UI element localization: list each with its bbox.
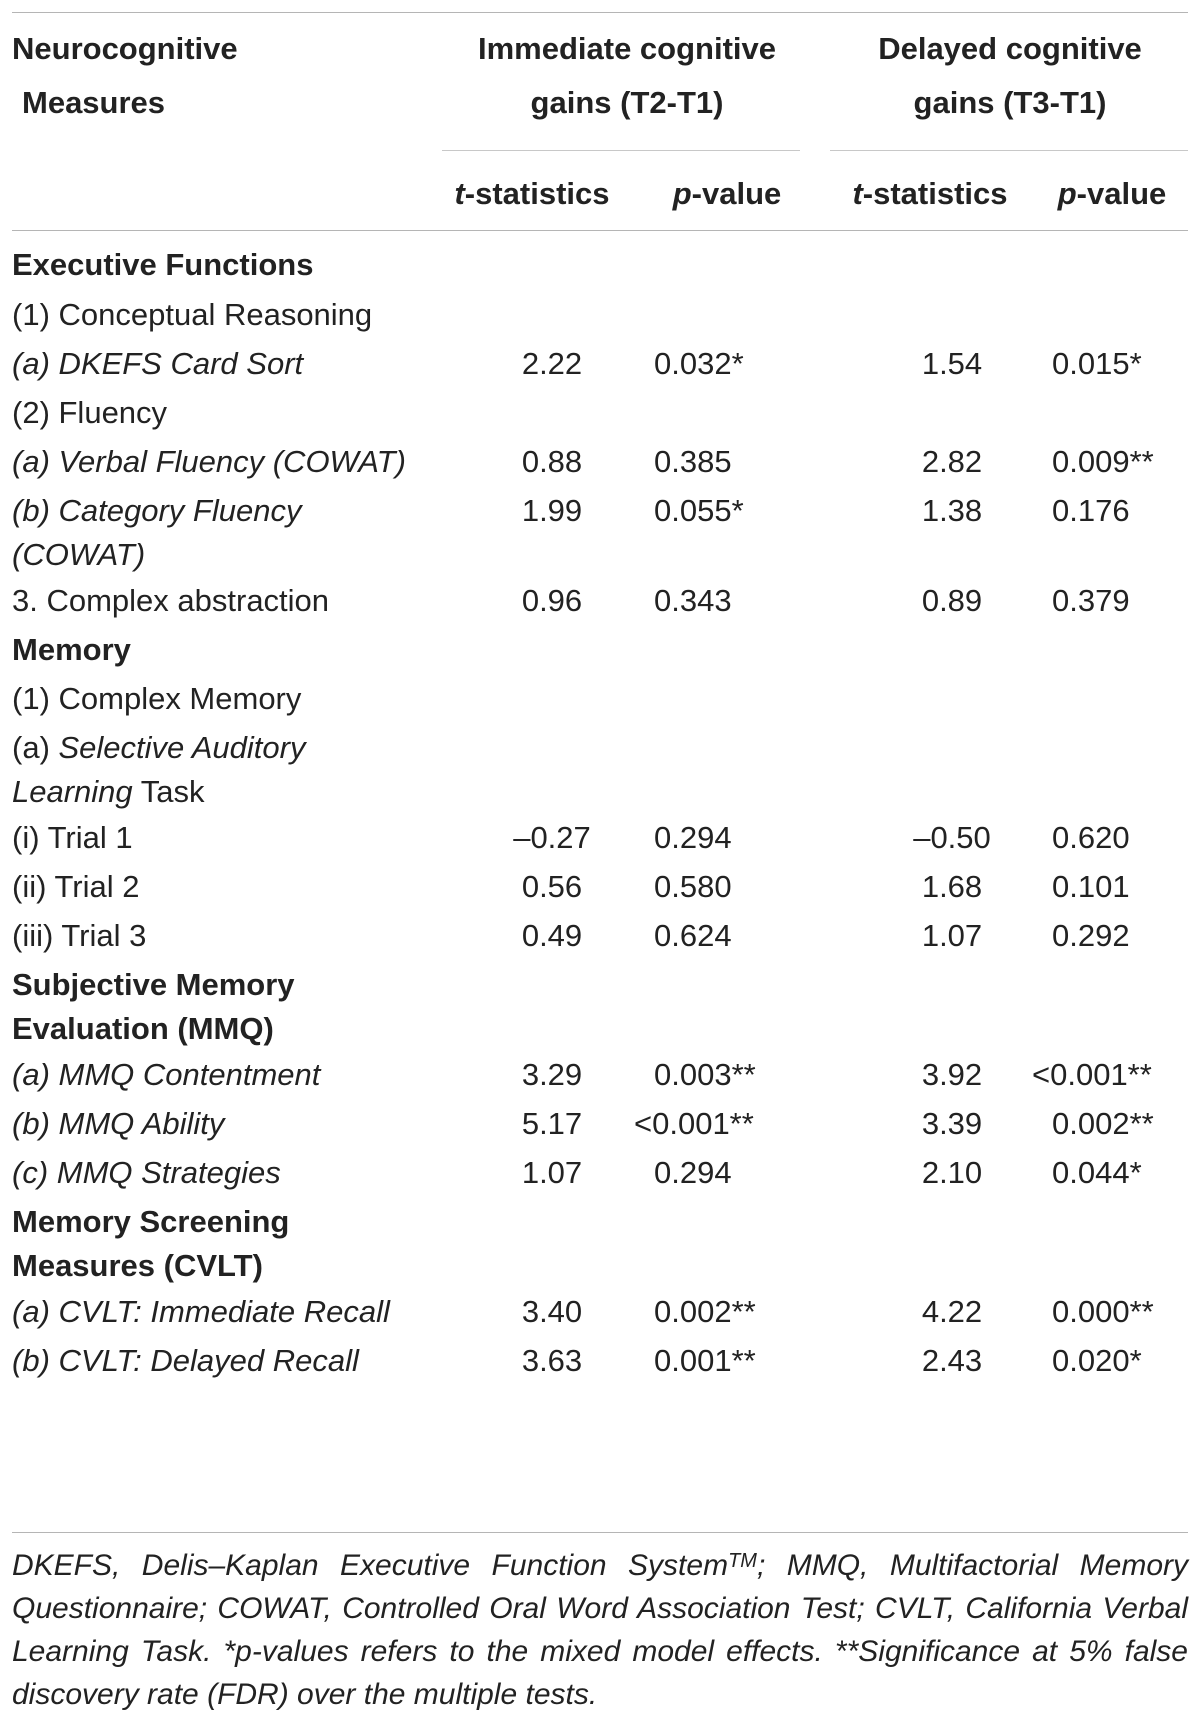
- p-value-immediate: 0.624: [654, 918, 732, 953]
- table-row: [12, 1097, 1188, 1151]
- header-immediate-gains: Immediate cognitive gains (T2-T1): [477, 31, 777, 120]
- p-value-immediate: 0.580: [654, 869, 732, 904]
- t-stat-delayed: 2.43: [921, 1343, 983, 1378]
- table-row: [12, 1334, 1188, 1388]
- p-value-delayed: 0.379: [1052, 583, 1130, 618]
- table-row: [12, 238, 1188, 292]
- row-label: (a) DKEFS Card Sort: [12, 346, 304, 381]
- group1-underline: [442, 150, 800, 151]
- row-label: (i) Trial 1: [12, 820, 133, 855]
- table-row: [12, 623, 1188, 677]
- p-value-delayed: 0.015*: [1052, 346, 1142, 381]
- table-row: [12, 721, 1188, 819]
- row-label: Memory Screening Measures (CVLT): [12, 1204, 290, 1283]
- p-value-immediate: 0.002**: [654, 1294, 756, 1329]
- t-stat-delayed: 0.89: [921, 583, 983, 618]
- trademark-superscript: TM: [728, 1550, 757, 1572]
- row-label: (a) Verbal Fluency (COWAT): [12, 444, 406, 479]
- p-value-delayed: 0.620: [1052, 820, 1130, 855]
- header-t-statistics-2: t-statistics: [852, 176, 1008, 211]
- t-stat-immediate: 1.99: [521, 493, 583, 528]
- t-stat-delayed: 1.68: [921, 869, 983, 904]
- table-row: [12, 860, 1188, 914]
- table-row: [12, 435, 1188, 489]
- t-stat-delayed: –0.50: [913, 820, 991, 855]
- row-label: Memory: [12, 632, 131, 667]
- p-value-immediate: 0.032*: [654, 346, 744, 381]
- row-label: (b) CVLT: Delayed Recall: [12, 1343, 359, 1378]
- t-stat-immediate: 3.63: [521, 1343, 583, 1378]
- p-value-delayed: 0.101: [1052, 869, 1130, 904]
- header-neurocognitive-measures: Neurocognitive Measures: [12, 31, 238, 120]
- header-bottom-rule: [12, 230, 1188, 231]
- table-row: [12, 288, 1188, 342]
- row-label: (c) MMQ Strategies: [12, 1155, 281, 1190]
- header-p-value-2: p-value: [1057, 176, 1167, 211]
- p-value-delayed: 0.044*: [1052, 1155, 1142, 1190]
- table-row: [12, 386, 1188, 440]
- row-label: 3. Complex abstraction: [12, 583, 330, 618]
- table-row: [12, 1146, 1188, 1200]
- t-stat-immediate: 0.49: [521, 918, 583, 953]
- table-row: [12, 337, 1188, 391]
- table-footnote: DKEFS, Delis–Kaplan Executive Function System™; MMQ, Multifactorial Memory Questionnaire; COWAT, Controlled Oral Word Association Test; CVLT, California Verbal Learning Task. *p-values refers to the mixed model effects. **Significance at 5% false discovery rate (FDR) over the multiple tests.: [12, 1549, 1188, 1711]
- table-row: [12, 484, 1188, 582]
- table-row: [12, 574, 1188, 628]
- t-stat-delayed: 2.10: [921, 1155, 983, 1190]
- t-stat-immediate: 2.22: [521, 346, 583, 381]
- t-stat-delayed: 3.92: [921, 1057, 983, 1092]
- row-label: (1) Conceptual Reasoning: [12, 297, 373, 332]
- p-value-delayed: 0.000**: [1052, 1294, 1154, 1329]
- header-p-value-1: p-value: [672, 176, 782, 211]
- row-label: (b) MMQ Ability: [12, 1106, 225, 1141]
- t-stat-immediate: 0.56: [521, 869, 583, 904]
- table-row: [12, 1285, 1188, 1339]
- p-value-delayed: 0.009**: [1052, 444, 1154, 479]
- p-value-delayed: 0.002**: [1052, 1106, 1154, 1141]
- t-stat-immediate: 3.40: [521, 1294, 583, 1329]
- p-value-delayed: 0.176: [1052, 493, 1130, 528]
- table-row: [12, 958, 1188, 1056]
- row-label: (a) CVLT: Immediate Recall: [12, 1294, 390, 1329]
- row-label: (2) Fluency: [12, 395, 168, 430]
- bottom-rule: [12, 1532, 1188, 1533]
- group2-underline: [830, 150, 1188, 151]
- table-row: [12, 811, 1188, 865]
- row-label: Executive Functions: [12, 247, 314, 282]
- t-stat-delayed: 2.82: [921, 444, 983, 479]
- p-value-delayed: 0.292: [1052, 918, 1130, 953]
- p-value-immediate: 0.003**: [654, 1057, 756, 1092]
- t-stat-delayed: 1.38: [921, 493, 983, 528]
- p-value-immediate: 0.055*: [654, 493, 744, 528]
- t-stat-delayed: 1.54: [921, 346, 983, 381]
- row-label: (1) Complex Memory: [12, 681, 302, 716]
- row-label: (b) Category Fluency (COWAT): [12, 493, 302, 572]
- t-stat-immediate: 1.07: [521, 1155, 583, 1190]
- header-t-statistics-1: t-statistics: [454, 176, 610, 211]
- row-label: (ii) Trial 2: [12, 869, 140, 904]
- row-label: (iii) Trial 3: [12, 918, 147, 953]
- p-value-delayed: <0.001**: [1032, 1057, 1152, 1092]
- p-value-immediate: 0.294: [654, 820, 732, 855]
- p-value-immediate: 0.294: [654, 1155, 732, 1190]
- row-label: (a) Selective Auditory Learning Task: [12, 730, 306, 809]
- p-value-immediate: <0.001**: [634, 1106, 754, 1141]
- row-label: Subjective Memory Evaluation (MMQ): [12, 967, 295, 1046]
- t-stat-delayed: 3.39: [921, 1106, 983, 1141]
- table-row: [12, 909, 1188, 963]
- table-row: [12, 1048, 1188, 1102]
- table-row: [12, 672, 1188, 726]
- header-delayed-gains: Delayed cognitive gains (T3-T1): [878, 31, 1142, 120]
- t-stat-immediate: 0.88: [521, 444, 583, 479]
- p-value-immediate: 0.001**: [654, 1343, 756, 1378]
- t-stat-immediate: 5.17: [521, 1106, 583, 1141]
- table-row: [12, 1195, 1188, 1293]
- t-stat-delayed: 1.07: [921, 918, 983, 953]
- top-rule: [12, 12, 1188, 13]
- t-stat-immediate: 3.29: [521, 1057, 583, 1092]
- p-value-immediate: 0.343: [654, 583, 732, 618]
- row-label: (a) MMQ Contentment: [12, 1057, 321, 1092]
- p-value-immediate: 0.385: [654, 444, 732, 479]
- p-value-delayed: 0.020*: [1052, 1343, 1142, 1378]
- t-stat-immediate: 0.96: [521, 583, 583, 618]
- t-stat-immediate: –0.27: [513, 820, 591, 855]
- t-stat-delayed: 4.22: [921, 1294, 983, 1329]
